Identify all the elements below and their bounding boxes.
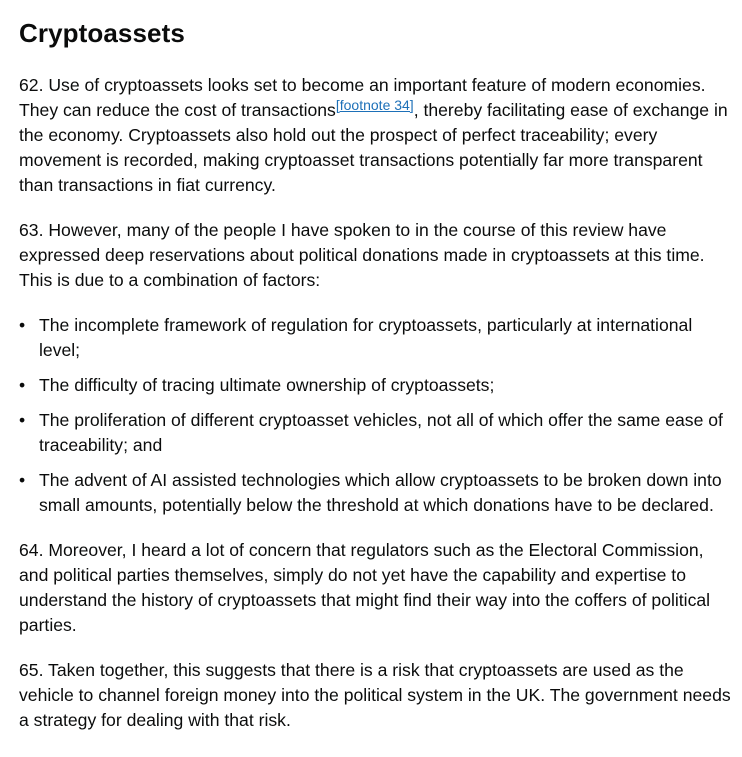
footnote-34-link[interactable]: [footnote 34] xyxy=(335,97,414,113)
list-item xyxy=(19,408,732,458)
paragraph-62-text-end: , thereby facilitating ease of exchange in the economy. Cryptoassets also hold out the prospect of perfect traceability; every movement is recorded, making cryptoasset transactions potentially far more transparent than transactions in fiat currency. xyxy=(19,100,728,195)
bullet-icon: • xyxy=(19,375,26,395)
bullet-icon: • xyxy=(19,315,26,335)
list-item xyxy=(19,373,732,398)
factors-list xyxy=(19,313,732,518)
list-item-text: The proliferation of different cryptoasset vehicles, not all of which offer the same ease of traceability; and xyxy=(39,410,723,455)
paragraph-65: 65. Taken together, this suggests that there is a risk that cryptoassets are used as the vehicle to channel foreign money into the political system in the UK. The government needs a strategy for dealing with that risk. xyxy=(19,660,731,730)
list-item-text: The difficulty of tracing ultimate ownership of cryptoassets; xyxy=(39,375,495,395)
bullet-icon: • xyxy=(19,470,26,490)
paragraph-62-text-start: 62. Use of cryptoassets looks set to become an important feature of modern economies. They can reduce the cost of transactions xyxy=(19,75,706,120)
list-item xyxy=(19,313,732,363)
section-heading: Cryptoassets xyxy=(19,18,185,48)
list-item xyxy=(19,468,732,518)
list-item-text: The advent of AI assisted technologies which allow cryptoassets to be broken down into small amounts, potentially below the threshold at which donations have to be declared. xyxy=(39,470,722,515)
paragraph-62 xyxy=(19,73,732,198)
paragraph-63: 63. However, many of the people I have spoken to in the course of this review have expressed deep reservations about political donations made in cryptoassets at this time. This is due to a combination of factors: xyxy=(19,220,705,290)
list-item-text: The incomplete framework of regulation for cryptoassets, particularly at international level; xyxy=(39,315,693,360)
bullet-icon: • xyxy=(19,410,26,430)
paragraph-64: 64. Moreover, I heard a lot of concern that regulators such as the Electoral Commission, and political parties themselves, simply do not yet have the capability and expertise to understand the history of cryptoassets that might find their way into the coffers of political parties. xyxy=(19,540,711,635)
